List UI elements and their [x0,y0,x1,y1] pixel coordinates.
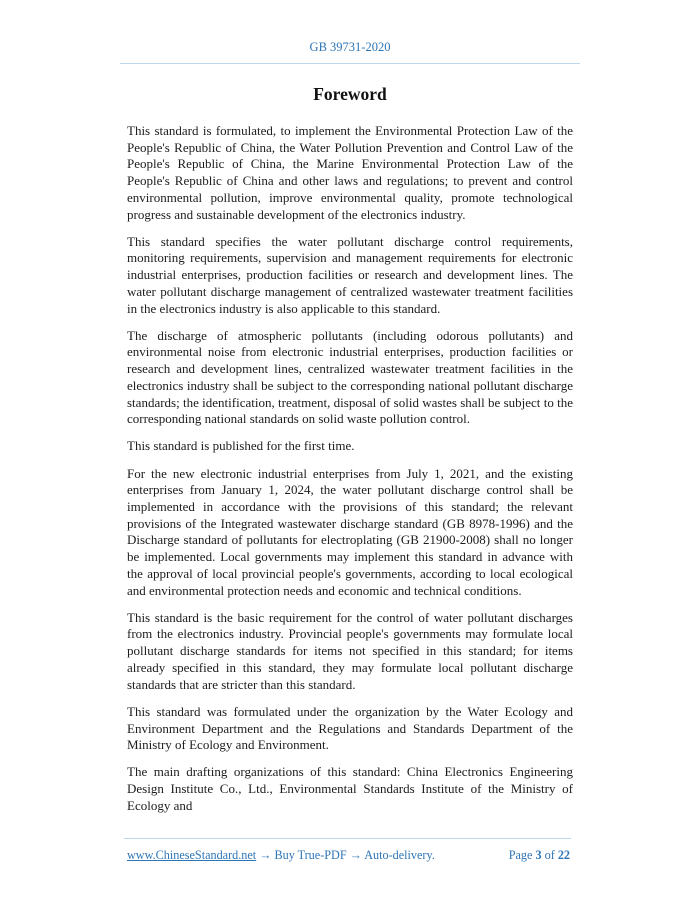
paragraph-scope: This standard specifies the water pollutant discharge control requirements, monitoring requirements, supervision and management requirements for electronic industrial enterprises, production facilities or research and development lines. The water pollutant discharge management of centralized wastewater treatment facilities in the electronics industry is also applicable to this standard. [127,233,573,316]
page-title: Foreword [313,84,387,104]
paragraph-basic-requirement: This standard is the basic requirement for the control of water pollutant discharges from the electronics industry. Provincial people's governments may formulate local pollutant discharge standards for items not specified in this standard; for items already specified in this standard, they may formulate local pollutant discharge standards that are stricter than this standard. [127,609,573,692]
page-indicator [509,848,570,863]
total-pages-number: 22 [557,848,570,862]
footer-divider [124,838,571,839]
paragraph-implementation-dates: For the new electronic industrial enterprises from July 1, 2021, and the existing enterprises from January 1, 2024, the water pollutant discharge control shall be implemented in accordance with the provisions of this standard; the relevant provisions of the Integrated wastewater discharge standard (GB 8978-1996) and the Discharge standard of pollutants for electroplating (GB 21900-2008) shall no longer be implemented. Local governments may implement this standard in advance with the approval of local provincial people's governments, according to local ecological and environmental protection needs and economic and technical conditions. [127,465,573,598]
paragraph-exclusions: The discharge of atmospheric pollutants (including odorous pollutants) and environmental noise from electronic industrial enterprises, production facilities or research and development lines, centralized wastewater treatment facilities in the electronics industry shall be subject to the corresponding national pollutant discharge standards; the identification, treatment, disposal of solid wastes shall be subject to the corresponding national standards on solid waste pollution control. [127,327,573,427]
header-divider [120,63,580,64]
of-label: of [544,848,555,862]
paragraph-first-publication: This standard is published for the first time. [127,438,355,454]
footer-tagline: → Buy True-PDF → Auto-delivery. [256,848,435,862]
website-link[interactable]: www.ChineseStandard.net [127,848,257,862]
page-footer [127,848,570,863]
paragraph-drafting-organizations: The main drafting organizations of this standard: China Electronics Engineering Design Institute Co., Ltd., Environmental Standards Institute of the Ministry of Ecology and [127,764,573,813]
paragraph-organization: This standard was formulated under the organization by the Water Ecology and Environment Department and the Regulations and Standards Department of the Ministry of Ecology and Environment. [127,703,573,753]
current-page-number: 3 [535,848,542,862]
document-id-header: GB 39731-2020 [309,40,391,54]
foreword-body [127,123,573,825]
paragraph-purpose: This standard is formulated, to implement the Environmental Protection Law of the People's Republic of China, the Water Pollution Prevention and Control Law of the People's Republic of China, the Marine Environmental Protection Law of the People's Republic of China and other laws and regulations; to prevent and control environmental pollution, improve environmental quality, promote technological progress and sustainable development of the electronics industry. [127,123,573,222]
page-label: Page [508,848,533,862]
